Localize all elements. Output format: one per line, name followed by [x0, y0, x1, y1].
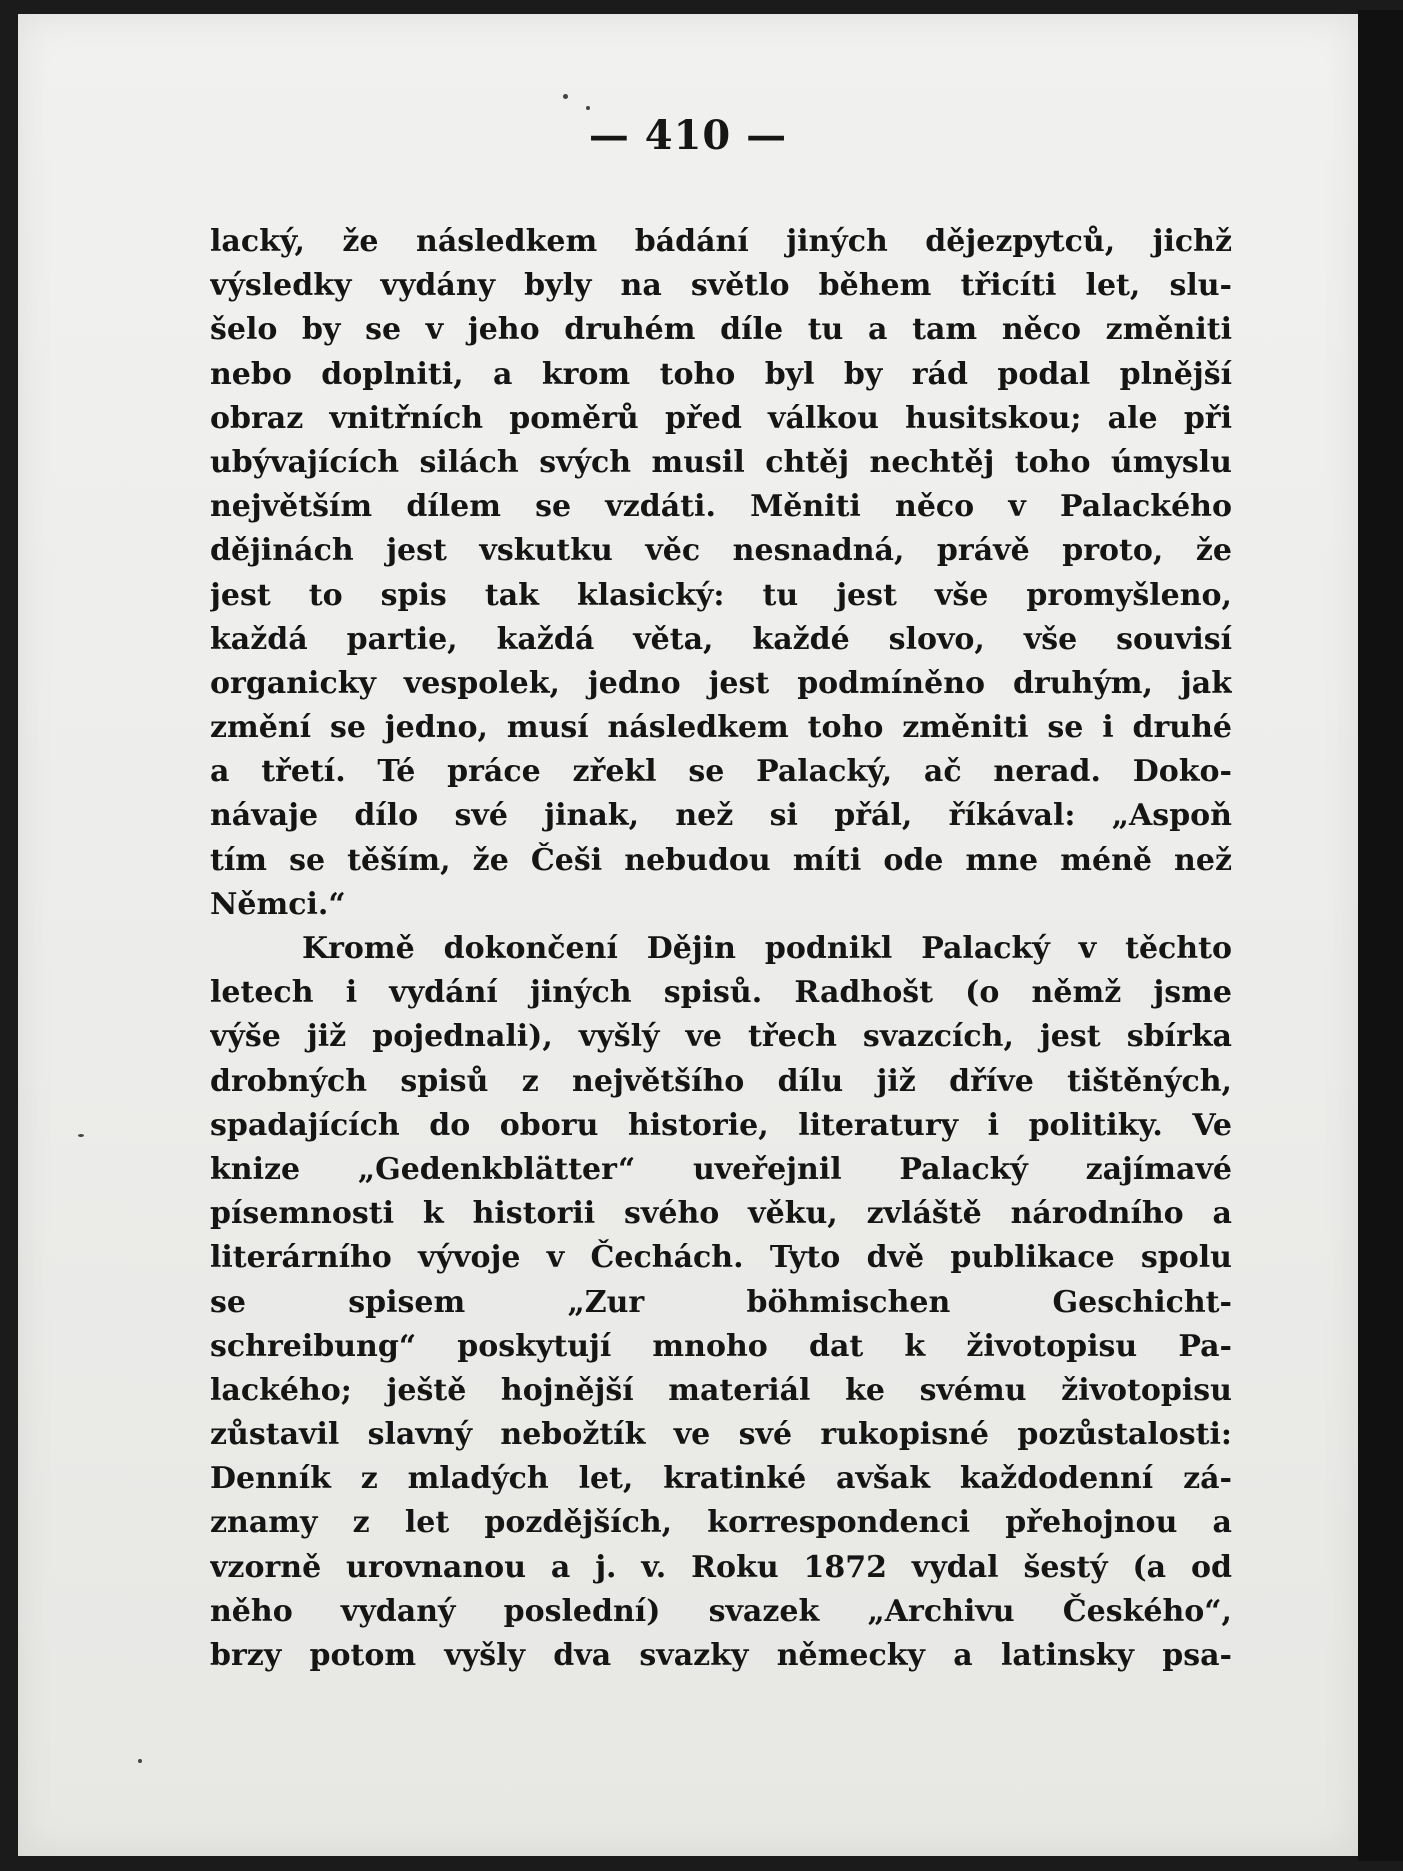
page-number: — 410 —	[588, 112, 788, 159]
scan-right-edge	[1358, 10, 1403, 1861]
text-line: každá partie, každá věta, každé slovo, vše souvisí	[210, 621, 1232, 657]
body-text	[210, 220, 1232, 1678]
text-line: změní se jedno, musí následkem toho změniti se i druhé	[210, 710, 1232, 746]
text-line: návaje dílo své jinak, než si přál, říkával: „Aspoň	[210, 798, 1232, 834]
text-line: vzorně urovnanou a j. v. Roku 1872 vydal šestý (a od	[210, 1549, 1232, 1585]
text-line: ubývajících silách svých musil chtěj nechtěj toho úmyslu	[210, 444, 1232, 480]
text-line: zůstavil slavný nebožtík ve své rukopisné pozůstalosti:	[210, 1417, 1232, 1453]
text-line: znamy z let pozdějších, korrespondenci přehojnou a	[210, 1505, 1232, 1541]
text-line: se spisem „Zur böhmischen Geschicht-	[210, 1284, 1232, 1320]
text-line: Kromě dokončení Dějin podnikl Palacký v těchto	[302, 931, 1232, 966]
text-line: spadajících do oboru historie, literatury i politiky. Ve	[210, 1107, 1232, 1143]
paper-speck	[78, 1134, 84, 1137]
text-line: brzy potom vyšly dva svazky německy a latinsky psa-	[210, 1638, 1232, 1673]
text-line: lacký, že následkem bádání jiných dějezpytců, jichž	[210, 224, 1232, 259]
book-page	[18, 14, 1358, 1856]
text-line: literárního vývoje v Čechách. Tyto dvě publikace spolu	[210, 1240, 1232, 1276]
text-line: jest to spis tak klasický: tu jest vše promyšleno,	[210, 577, 1232, 613]
text-line: šelo by se v jeho druhém díle tu a tam něco změniti	[210, 312, 1232, 348]
text-line: Němci.“	[210, 886, 346, 922]
text-line: schreibung“ poskytují mnoho dat k životopisu Pa-	[210, 1328, 1232, 1364]
text-line: a třetí. Té práce zřekl se Palacký, ač nerad. Doko-	[210, 754, 1232, 790]
text-line: něho vydaný poslední) svazek „Archivu Českého“,	[210, 1593, 1232, 1629]
text-line: výše již pojednali), vyšlý ve třech svazcích, jest sbírka	[210, 1019, 1232, 1055]
text-line: letech i vydání jiných spisů. Radhošt (o němž jsme	[210, 975, 1232, 1011]
text-line: knize „Gedenkblätter“ uveřejnil Palacký zajímavé	[210, 1151, 1232, 1187]
text-line: Denník z mladých let, kratinké avšak každodenní zá-	[210, 1461, 1232, 1497]
text-line: výsledky vydány byly na světlo během třicíti let, slu-	[210, 268, 1232, 304]
text-line: obraz vnitřních poměrů před válkou husitskou; ale při	[210, 400, 1232, 436]
text-line: tím se těším, že Češi nebudou míti ode mne méně než	[210, 842, 1232, 878]
text-line: nebo doplniti, a krom toho byl by rád podal plnější	[210, 356, 1232, 392]
text-line: písemnosti k historii svého věku, zvláště národního a	[210, 1196, 1232, 1232]
paper-speck	[586, 106, 590, 110]
paper-speck	[563, 94, 568, 99]
text-line: největším dílem se vzdáti. Měniti něco v Palackého	[210, 489, 1232, 525]
text-line: dějinách jest vskutku věc nesnadná, právě proto, že	[210, 533, 1232, 569]
text-line: drobných spisů z největšího dílu již dříve tištěných,	[210, 1063, 1232, 1099]
text-line: lackého; ještě hojnější materiál ke svému životopisu	[210, 1372, 1232, 1408]
text-line: organicky vespolek, jedno jest podmíněno druhým, jak	[210, 665, 1232, 701]
paper-speck	[138, 1759, 142, 1763]
